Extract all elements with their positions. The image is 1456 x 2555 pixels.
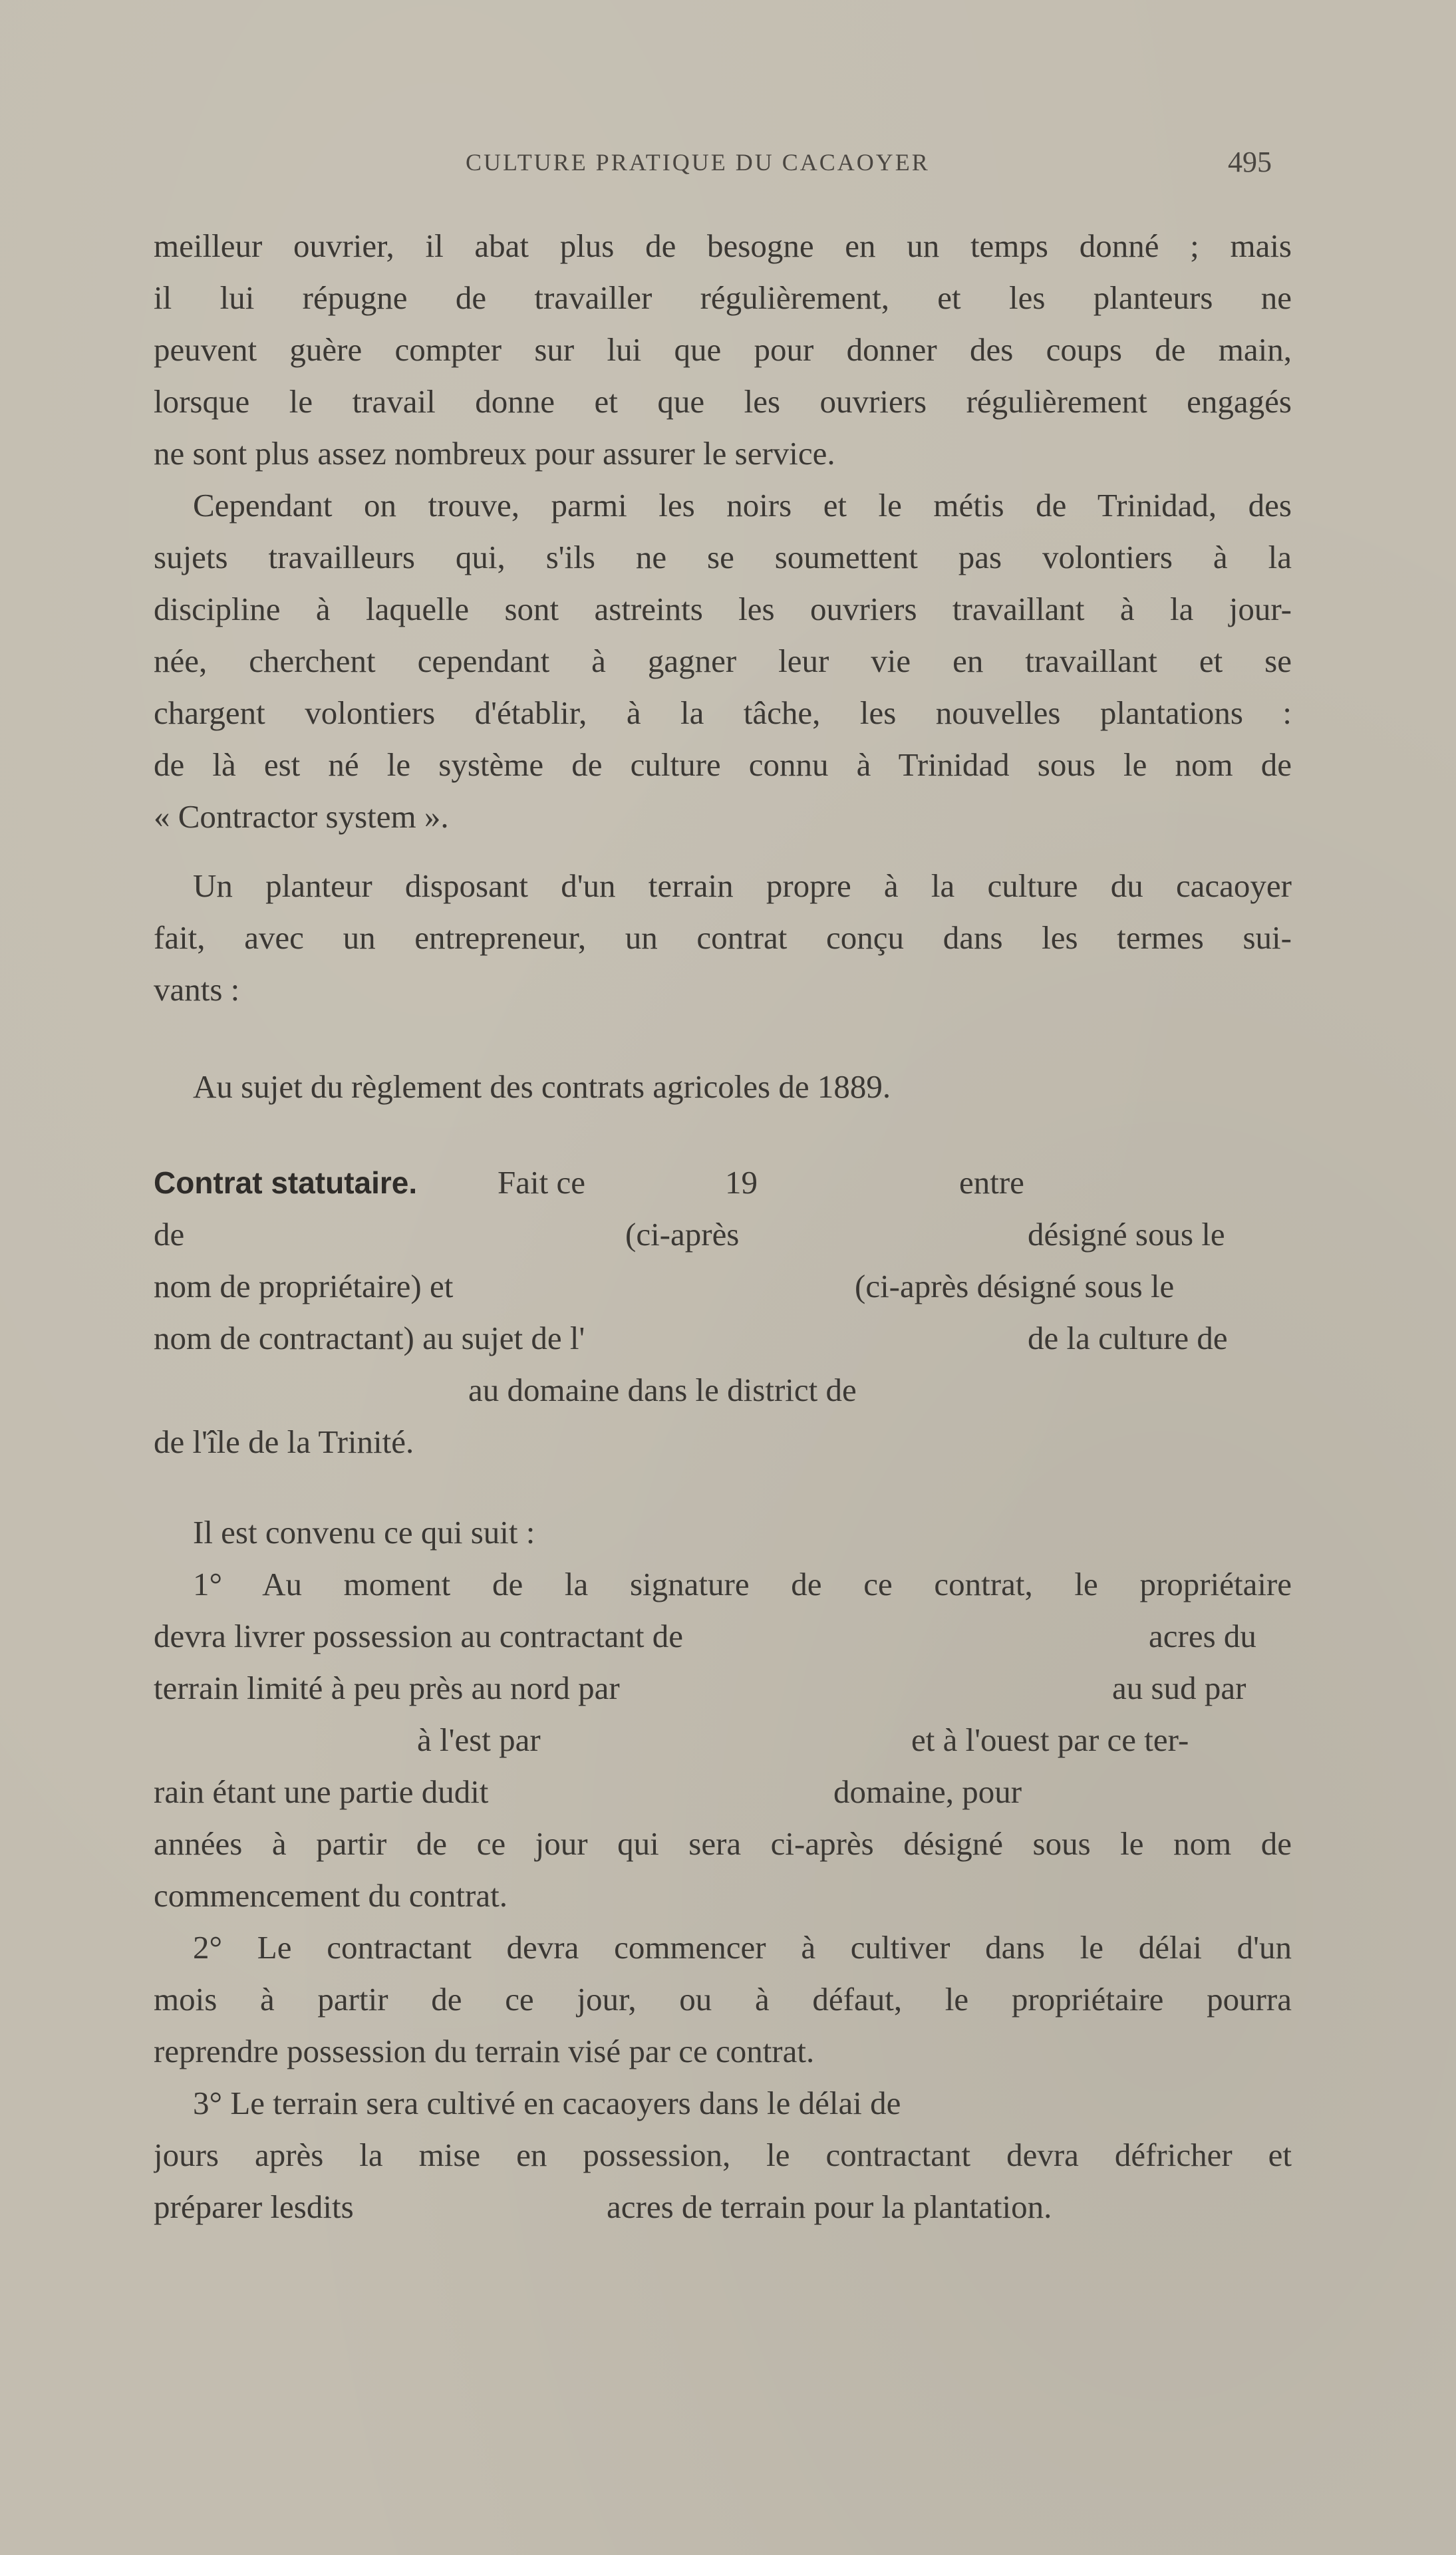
term-1-line-3a: terrain limité à peu près au nord par [154, 1670, 620, 1706]
term-3-line-1: 3° Le terrain sera cultivé en cacaoyers dans le délai de [193, 2085, 901, 2121]
contract-domaine: au domaine dans le district de [468, 1372, 857, 1408]
paragraph-2-line-7: « Contractor system ». [154, 798, 449, 835]
term-1-line-4a: à l'est par [417, 1722, 541, 1758]
paragraph-2-line-4: née, cherchent cependant à gagner leur vie en travaillant et se [154, 645, 1292, 679]
contract-title: Contrat statutaire. [154, 1165, 418, 1200]
term-2-line-3: reprendre possession du terrain visé par ce contrat. [154, 2033, 815, 2069]
paragraph-2-line-5: chargent volontiers d'établir, à la tâche, les nouvelles plantations : [154, 696, 1292, 731]
contract-nom-proprietaire: nom de propriétaire) et [154, 1268, 454, 1304]
paragraph-2-line-1: Cependant on trouve, parmi les noirs et le métis de Trinidad, des [193, 489, 1292, 524]
term-3-line-2: jours après la mise en possession, le contractant devra défricher et [154, 2139, 1292, 2173]
contract-designe-1: désigné sous le [1028, 1216, 1225, 1253]
paragraph-3-line-3: vants : [154, 971, 240, 1008]
term-1-line-2b: acres du [1149, 1618, 1256, 1654]
contract-de-la-culture: de la culture de [1028, 1320, 1228, 1356]
paragraph-1-line-2: il lui répugne de travailler régulièrement, et les planteurs ne [154, 281, 1292, 316]
contract-fait-ce: Fait ce [498, 1164, 585, 1201]
contract-ci-apres-1: (ci-après [625, 1216, 740, 1253]
paragraph-3-line-1: Un planteur disposant d'un terrain propre à la culture du cacaoyer [193, 869, 1292, 904]
contract-year: 19 [725, 1164, 758, 1201]
term-1-line-7: commencement du contrat. [154, 1877, 508, 1914]
term-2-line-2: mois à partir de ce jour, ou à défaut, le propriétaire pourra [154, 1983, 1292, 2018]
term-1-line-4b: et à l'ouest par ce ter- [911, 1722, 1189, 1758]
contract-entre: entre [959, 1164, 1024, 1201]
term-1-line-6: années à partir de ce jour qui sera ci-après désigné sous le nom de [154, 1827, 1292, 1862]
contract-de: de [154, 1216, 185, 1253]
term-2-line-1: 2° Le contractant devra commencer à cultiver dans le délai d'un [193, 1931, 1292, 1966]
page-number: 495 [1228, 146, 1272, 178]
term-1-line-1: 1° Au moment de la signature de ce contrat, le propriétaire [193, 1568, 1292, 1602]
term-1-line-2a: devra livrer possession au contractant de [154, 1618, 683, 1654]
paragraph-3-line-2: fait, avec un entrepreneur, un contrat conçu dans les termes sui- [154, 921, 1292, 956]
terms-intro: Il est convenu ce qui suit : [193, 1514, 535, 1551]
paragraph-1-line-1: meilleur ouvrier, il abat plus de besogne en un temps donné ; mais [154, 229, 1292, 264]
ordinance-heading: Au sujet du règlement des contrats agricoles de 1889. [193, 1068, 891, 1105]
paragraph-1-line-3: peuvent guère compter sur lui que pour donner des coups de main, [154, 333, 1292, 368]
contract-ci-apres-2: (ci-après désigné sous le [855, 1268, 1175, 1304]
contract-ile: de l'île de la Trinité. [154, 1424, 414, 1460]
running-title: CULTURE PRATIQUE DU CACAOYER [466, 149, 930, 176]
term-3-line-3b: acres de terrain pour la plantation. [607, 2188, 1052, 2225]
term-1-line-5b: domaine, pour [833, 1773, 1022, 1810]
term-3-line-3a: préparer lesdits [154, 2188, 354, 2225]
paragraph-1-line-5: ne sont plus assez nombreux pour assurer le service. [154, 435, 835, 472]
term-1-line-5a: rain étant une partie dudit [154, 1773, 489, 1810]
term-1-line-3b: au sud par [1112, 1670, 1246, 1706]
paragraph-2-line-2: sujets travailleurs qui, s'ils ne se soumettent pas volontiers à la [154, 541, 1292, 575]
contract-nom-contractant: nom de contractant) au sujet de l' [154, 1320, 585, 1356]
paragraph-2-line-3: discipline à laquelle sont astreints les ouvriers travaillant à la jour- [154, 593, 1292, 627]
paragraph-1-line-4: lorsque le travail donne et que les ouvriers régulièrement engagés [154, 385, 1292, 420]
paragraph-2-line-6: de là est né le système de culture connu à Trinidad sous le nom de [154, 748, 1292, 783]
